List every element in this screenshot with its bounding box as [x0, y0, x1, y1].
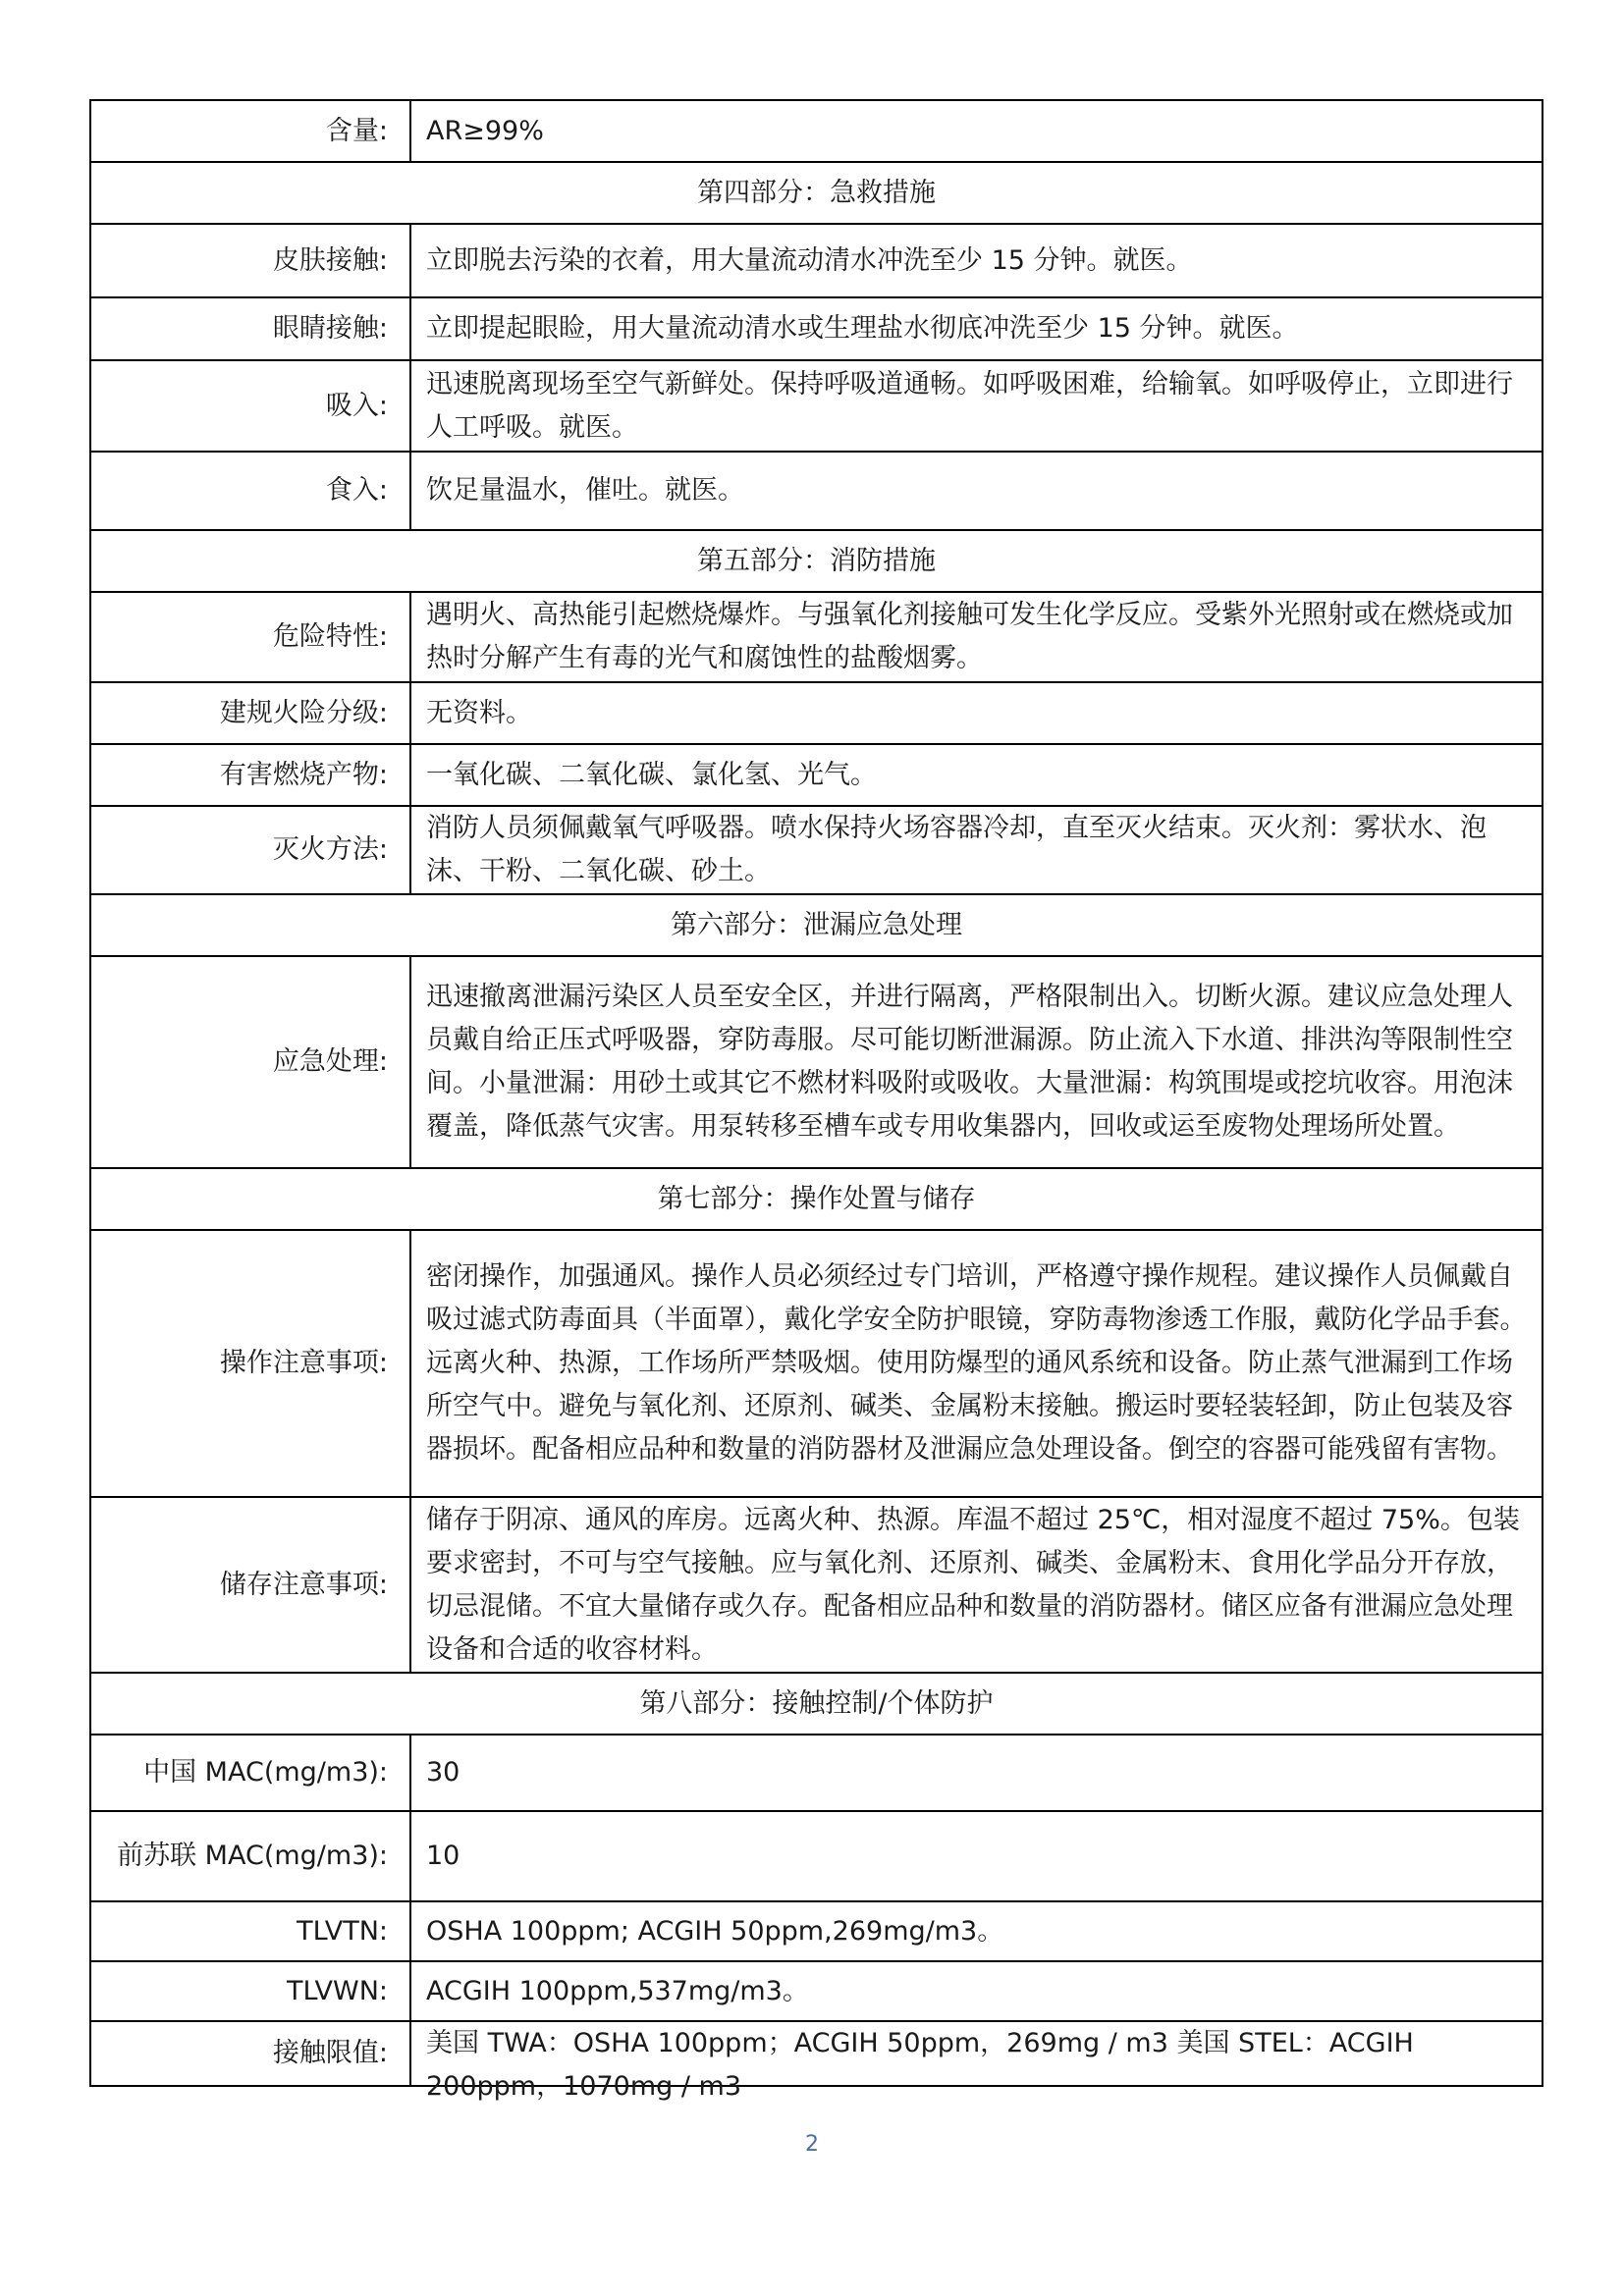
field-value: 立即脱去污染的衣着，用大量流动清水冲洗至少 15 分钟。就医。	[410, 224, 1543, 297]
msds-table-body	[90, 100, 1543, 2102]
field-label: 前苏联 MAC(mg/m3):	[90, 1811, 410, 1901]
field-row	[90, 100, 1543, 162]
field-label: 眼睛接触:	[90, 297, 410, 360]
field-row	[90, 360, 1543, 452]
field-value: 迅速脱离现场至空气新鲜处。保持呼吸道通畅。如呼吸困难，给输氧。如呼吸停止，立即进行人工呼吸。就医。	[410, 360, 1543, 452]
field-value: 密闭操作，加强通风。操作人员必须经过专门培训，严格遵守操作规程。建议操作人员佩戴自吸过滤式防毒面具（半面罩），戴化学安全防护眼镜，穿防毒物渗透工作服，戴防化学品手套。远离火种、热源，工作场所严禁吸烟。使用防爆型的通风系统和设备。防止蒸气泄漏到工作场所空气中。避免与氧化剂、还原剂、碱类、金属粉末接触。搬运时要轻装轻卸，防止包装及容器损坏。配备相应品种和数量的消防器材及泄漏应急处理设备。倒空的容器可能残留有害物。	[410, 1230, 1543, 1497]
section-header-row	[90, 1168, 1543, 1230]
field-row	[90, 1901, 1543, 1961]
section-header-row	[90, 1673, 1543, 1735]
field-row	[90, 1230, 1543, 1497]
field-row	[90, 1961, 1543, 2021]
section-header-row	[90, 162, 1543, 224]
field-label: 吸入:	[90, 360, 410, 452]
field-row	[90, 1811, 1543, 1901]
field-value	[410, 2021, 1543, 2102]
section-title: 第四部分：急救措施	[90, 162, 1543, 224]
field-value: 储存于阴凉、通风的库房。远离火种、热源。库温不超过 25℃，相对湿度不超过 75%。包装要求密封，不可与空气接触。应与氧化剂、还原剂、碱类、金属粉末、食用化学品分开存放，切忌混储。不宜大量储存或久存。配备相应品种和数量的消防器材。储区应备有泄漏应急处理设备和合适的收容材料。	[410, 1497, 1543, 1673]
field-value: 消防人员须佩戴氧气呼吸器。喷水保持火场容器冷却，直至灭火结束。灭火剂：雾状水、泡沫、干粉、二氧化碳、砂土。	[410, 806, 1543, 894]
field-value: 饮足量温水，催吐。就医。	[410, 452, 1543, 530]
field-row	[90, 682, 1543, 744]
section-header-row	[90, 530, 1543, 592]
field-label: 危险特性:	[90, 592, 410, 682]
field-label: 中国 MAC(mg/m3):	[90, 1735, 410, 1811]
field-value: 遇明火、高热能引起燃烧爆炸。与强氧化剂接触可发生化学反应。受紫外光照射或在燃烧或加热时分解产生有毒的光气和腐蚀性的盐酸烟雾。	[410, 592, 1543, 682]
field-row	[90, 806, 1543, 894]
field-value: OSHA 100ppm; ACGIH 50ppm,269mg/m3。	[410, 1901, 1543, 1961]
field-value: 一氧化碳、二氧化碳、氯化氢、光气。	[410, 744, 1543, 806]
field-value: 30	[410, 1735, 1543, 1811]
field-value: 迅速撤离泄漏污染区人员至安全区，并进行隔离，严格限制出入。切断火源。建议应急处理人员戴自给正压式呼吸器，穿防毒服。尽可能切断泄漏源。防止流入下水道、排洪沟等限制性空间。小量泄漏：用砂土或其它不燃材料吸附或吸收。大量泄漏：构筑围堤或挖坑收容。用泡沫覆盖，降低蒸气灾害。用泵转移至槽车或专用收集器内，回收或运至废物处理场所处置。	[410, 956, 1543, 1168]
field-row	[90, 452, 1543, 530]
field-label: 建规火险分级:	[90, 682, 410, 744]
field-label: 应急处理:	[90, 956, 410, 1168]
field-value-text: 美国 TWA：OSHA 100ppm；ACGIH 50ppm，269mg / m3 美国 STEL：ACGIH 200ppm，1070mg / m3	[426, 2028, 1414, 2102]
section-title: 第六部分：泄漏应急处理	[90, 894, 1543, 956]
field-label: 有害燃烧产物:	[90, 744, 410, 806]
field-row	[90, 297, 1543, 360]
field-value: AR≥99%	[410, 100, 1543, 162]
field-row	[90, 1735, 1543, 1811]
field-row	[90, 744, 1543, 806]
field-value: ACGIH 100ppm,537mg/m3。	[410, 1961, 1543, 2021]
field-label: 皮肤接触:	[90, 224, 410, 297]
field-label: 储存注意事项:	[90, 1497, 410, 1673]
msds-table	[89, 99, 1543, 2102]
field-value: 10	[410, 1811, 1543, 1901]
section-title: 第七部分：操作处置与储存	[90, 1168, 1543, 1230]
field-row	[90, 1497, 1543, 1673]
section-title: 第五部分：消防措施	[90, 530, 1543, 592]
section-title: 第八部分：接触控制/个体防护	[90, 1673, 1543, 1735]
field-label: 灭火方法:	[90, 806, 410, 894]
field-row	[90, 592, 1543, 682]
field-row	[90, 224, 1543, 297]
section-header-row	[90, 894, 1543, 956]
field-row	[90, 2021, 1543, 2086]
field-value: 立即提起眼睑，用大量流动清水或生理盐水彻底冲洗至少 15 分钟。就医。	[410, 297, 1543, 360]
field-label: 操作注意事项:	[90, 1230, 410, 1497]
field-label: 含量:	[90, 100, 410, 162]
field-label: 食入:	[90, 452, 410, 530]
field-row	[90, 956, 1543, 1168]
field-label: TLVWN:	[90, 1961, 410, 2021]
page-number: 2	[805, 2132, 819, 2157]
field-label: 接触限值:	[90, 2021, 410, 2086]
field-label: TLVTN:	[90, 1901, 410, 1961]
field-value: 无资料。	[410, 682, 1543, 744]
